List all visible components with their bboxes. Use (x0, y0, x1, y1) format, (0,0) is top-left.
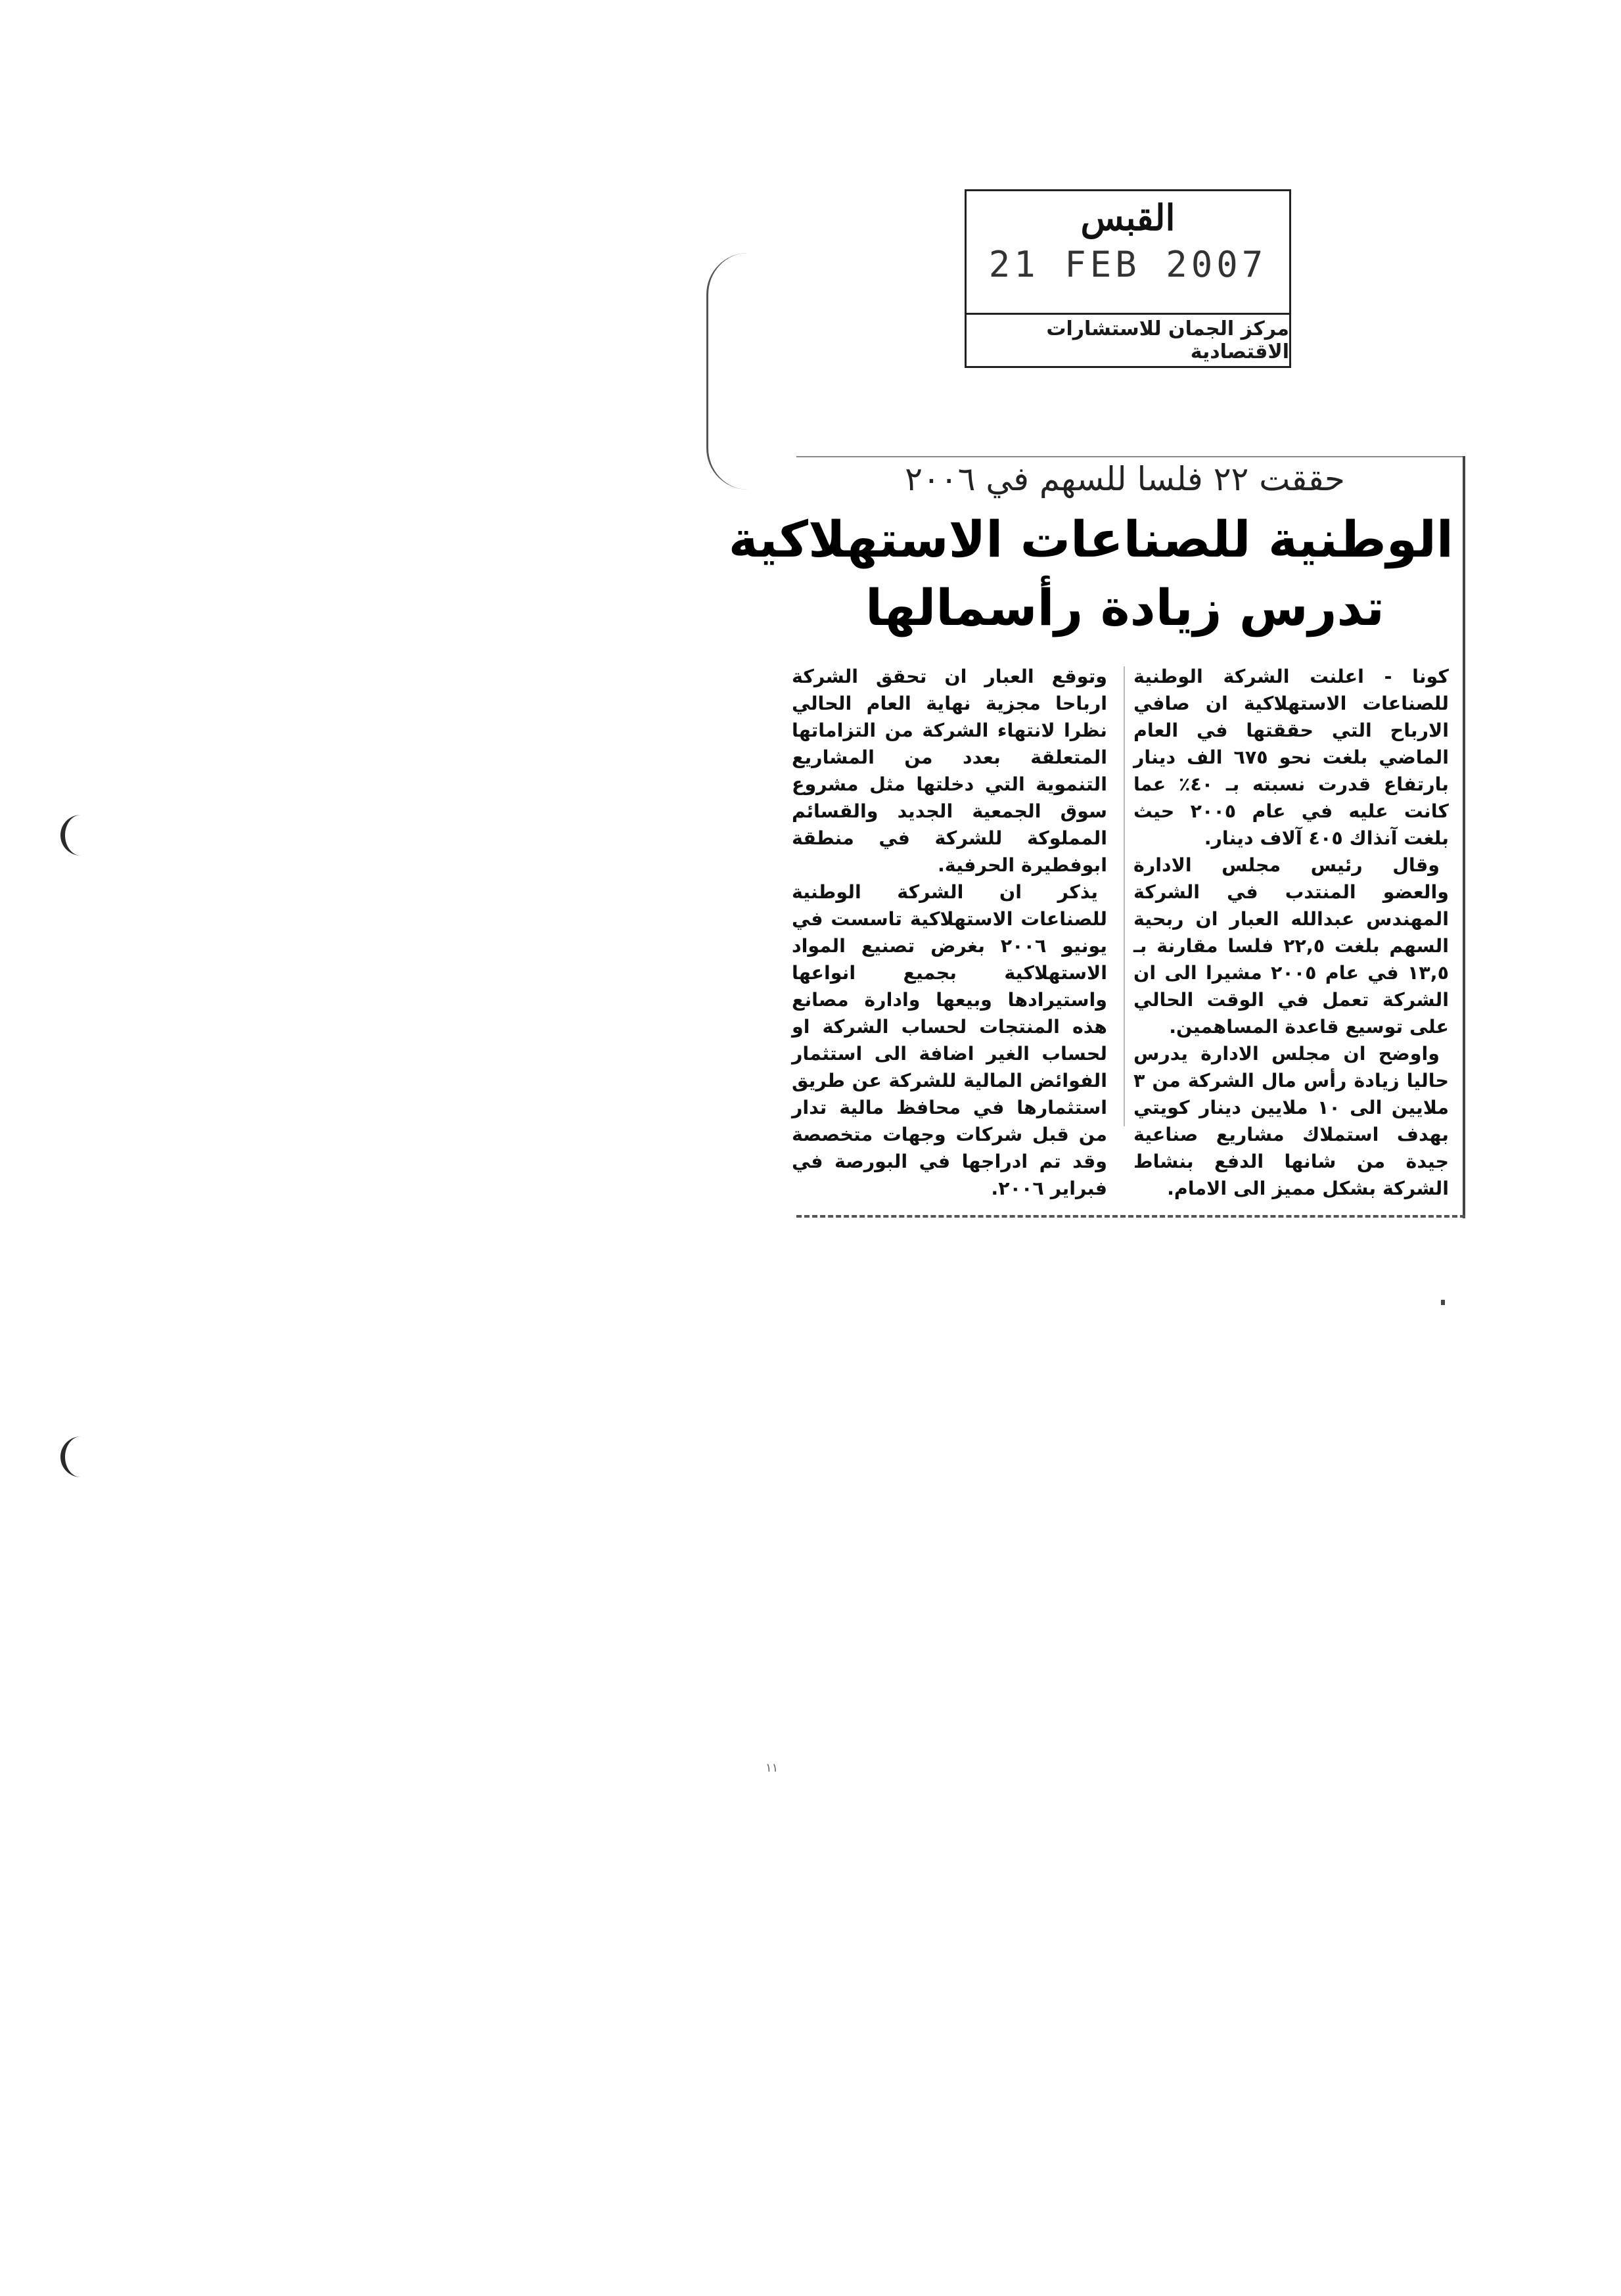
article-column-right (1133, 663, 1449, 1202)
paragraph: وقال رئيس مجلس الادارة والعضو المنتدب في الشركة المهندس عبدالله العبار ان ربحية السهم بلغت ٢٢,٥ فلسا مقارنة بـ ١٣,٥ في عام ٢٠٠٥ مشيرا الى ان الشركة تعمل في الوقت الحالي على توسيع قاعدة المساهمين. (1133, 854, 1449, 1038)
binder-hole-upper (60, 815, 93, 856)
paragraph: واوضح ان مجلس الادارة يدرس حاليا زيادة رأس مال الشركة من ٣ ملايين الى ١٠ ملايين دينار كويتي بهدف استملاك مشاريع صناعية جيدة من شانها الدفع بنشاط الشركة بشكل مميز الى الامام. (1133, 1043, 1449, 1199)
clipping-bottom-rule (796, 1215, 1465, 1218)
paragraph: يذكر ان الشركة الوطنية للصناعات الاستهلاكية تاسست في يونيو ٢٠٠٦ بغرض تصنيع المواد الاستهلاكية بجميع انواعها واستيرادها وبيعها وادارة مصانع هذه المنتجات لحساب الشركة او لحساب الغير اضافة الى استثمار الفوائض المالية للشركة عن طريق استثمارها في محافظ مالية تدار من قبل شركات وجهات متخصصة وقد تم ادراجها في البورصة في فبراير ٢٠٠٦. (792, 881, 1107, 1199)
paragraph: كونا - اعلنت الشركة الوطنية للصناعات الاستهلاكية ان صافي الارباح التي حققتها في العام الماضي بلغت نحو ٦٧٥ الف دينار بارتفاع قدرت نسبته بـ ٤٠٪ عما كانت عليه في عام ٢٠٠٥ حيث بلغت آنذاك ٤٠٥ آلاف دينار. (1133, 666, 1450, 849)
page-number: ١١ (765, 1761, 779, 1775)
newspaper-stamp (965, 189, 1291, 368)
article-headline-line2: تدرس زيادة رأسمالها (865, 578, 1384, 637)
binder-hole-lower (60, 1436, 93, 1477)
clipping-right-border (1459, 456, 1465, 1218)
column-divider (1124, 666, 1125, 1126)
paragraph: وتوقع العبار ان تحقق الشركة ارباحا مجزية نهاية العام الحالي نظرا لانتهاء الشركة من التزاماتها المتعلقة بعدد من المشاريع التنموية التي دخلتها مثل مشروع سوق الجمعية الجديد والقسائم المملوكة للشركة في منطقة ابوفطيرة الحرفية. (792, 666, 1107, 876)
article-headline-line1: الوطنية للصناعات الاستهلاكية (728, 510, 1453, 568)
stamp-center-name: مركز الجمان للاستشارات الاقتصادية (967, 313, 1289, 366)
stamp-date: 21 FEB 2007 (988, 244, 1267, 285)
article-column-left (792, 663, 1107, 1202)
article-kicker: حققت ٢٢ فلسا للسهم في ٢٠٠٦ (905, 460, 1345, 498)
ink-speck (1441, 1300, 1445, 1305)
news-clipping (728, 456, 1465, 1213)
pencil-bracket-mark (706, 253, 748, 490)
clipping-top-rule (796, 456, 1465, 457)
stamp-newspaper-logo: القبس (1080, 196, 1176, 239)
